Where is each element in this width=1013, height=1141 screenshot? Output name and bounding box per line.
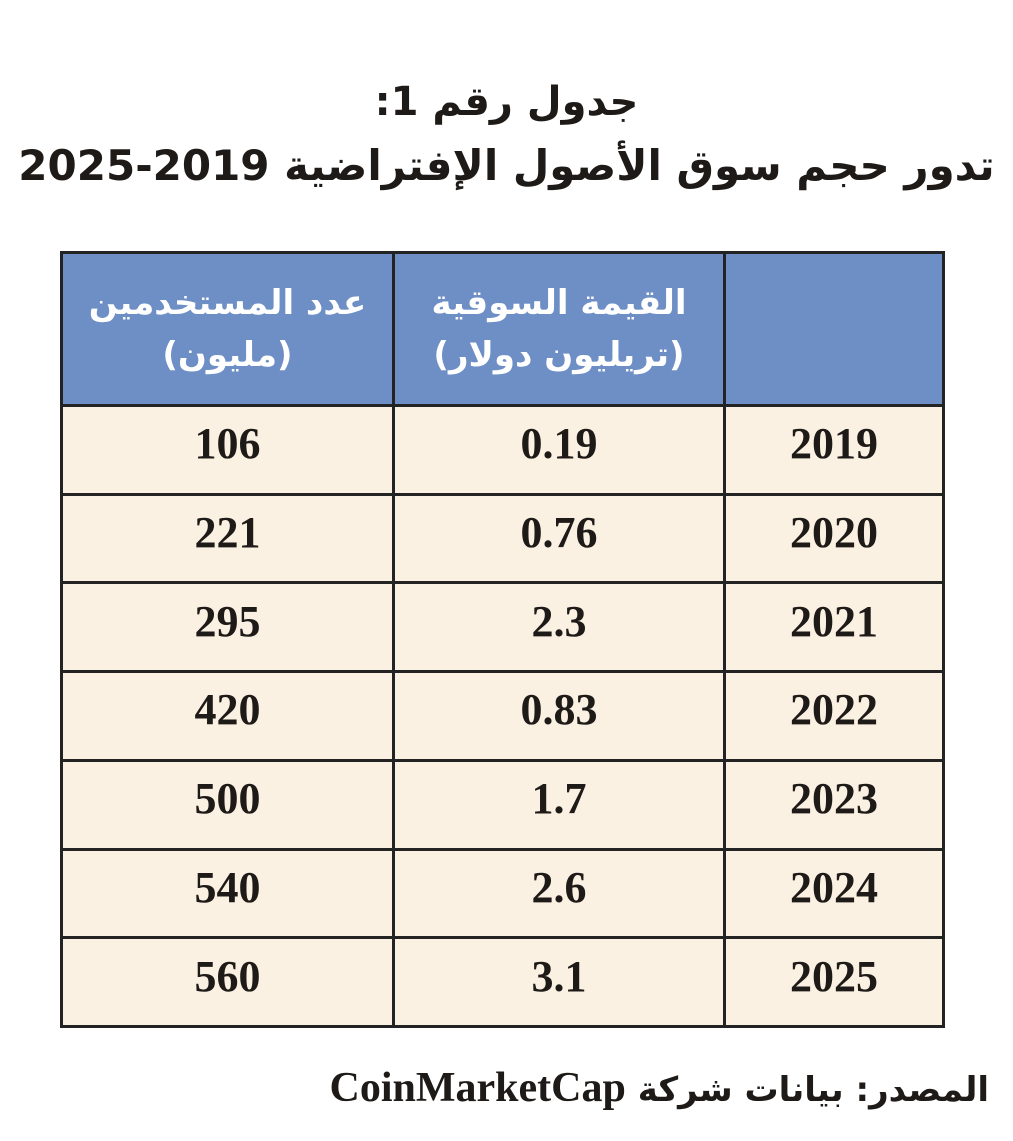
table-row <box>62 672 944 761</box>
year-cell: 2020 <box>725 494 944 583</box>
source-label: المصدر: بيانات شركة <box>637 1070 989 1110</box>
table-row <box>62 583 944 672</box>
source-note <box>330 1064 989 1114</box>
market-value-cell: 0.19 <box>394 406 725 495</box>
table-row <box>62 938 944 1027</box>
users-cell: 106 <box>62 406 394 495</box>
header-users-label: عدد المستخدمين <box>88 283 367 323</box>
market-value-cell: 2.3 <box>394 583 725 672</box>
header-users <box>62 253 394 406</box>
users-cell: 221 <box>62 494 394 583</box>
header-market-value <box>394 253 725 406</box>
year-cell: 2025 <box>725 938 944 1027</box>
market-value-cell: 0.76 <box>394 494 725 583</box>
table-title <box>0 70 1013 198</box>
users-cell: 420 <box>62 672 394 761</box>
users-cell: 500 <box>62 760 394 849</box>
year-cell: 2024 <box>725 849 944 938</box>
market-size-table <box>60 251 945 1028</box>
header-row <box>62 253 944 406</box>
users-cell: 295 <box>62 583 394 672</box>
market-value-cell: 3.1 <box>394 938 725 1027</box>
market-value-cell: 2.6 <box>394 849 725 938</box>
market-value-cell: 0.83 <box>394 672 725 761</box>
users-cell: 560 <box>62 938 394 1027</box>
header-market-value-label: القيمة السوقية <box>431 283 687 323</box>
year-cell: 2021 <box>725 583 944 672</box>
table-number: جدول رقم 1: <box>374 79 639 125</box>
year-cell: 2022 <box>725 672 944 761</box>
year-cell: 2019 <box>725 406 944 495</box>
source-company: CoinMarketCap <box>329 1065 626 1111</box>
header-year <box>725 253 944 406</box>
table-row <box>62 760 944 849</box>
market-value-cell: 1.7 <box>394 760 725 849</box>
header-market-value-unit: (تريليون دولار) <box>433 335 685 375</box>
table-row <box>62 406 944 495</box>
table-caption: تدور حجم سوق الأصول الإفتراضية 2019-2025 <box>18 141 995 190</box>
users-cell: 540 <box>62 849 394 938</box>
year-cell: 2023 <box>725 760 944 849</box>
table-row <box>62 849 944 938</box>
header-users-unit: (مليون) <box>162 335 293 375</box>
table-row <box>62 494 944 583</box>
